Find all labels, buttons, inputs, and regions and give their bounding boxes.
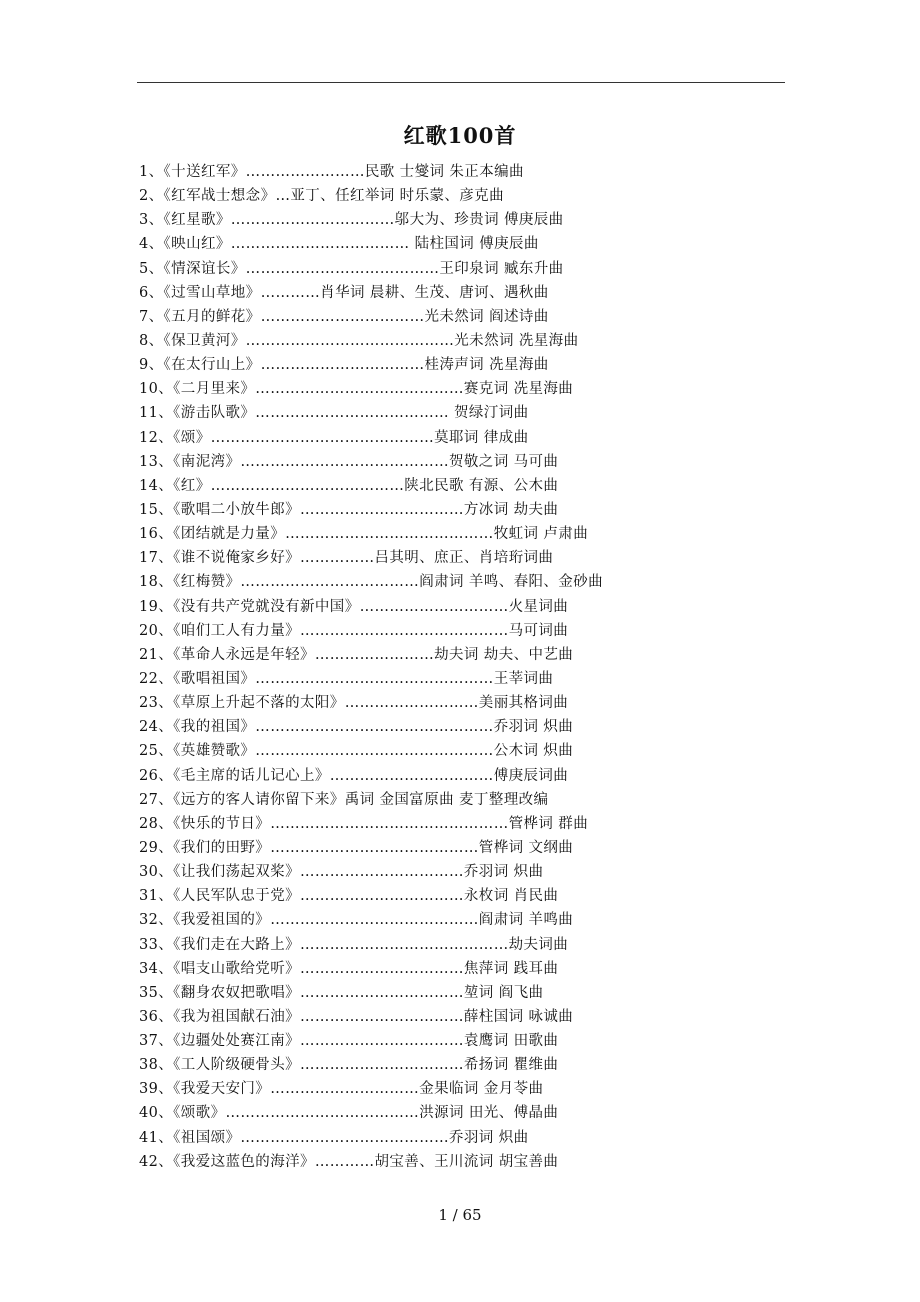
- song-entry: 8、《保卫黄河》……………………………………光未然词 冼星海曲: [139, 332, 579, 349]
- song-list: [139, 160, 839, 1174]
- song-entry: 29、《我们的田野》……………………………………管桦词 文纲曲: [139, 839, 574, 856]
- song-entry: 2、《红军战士想念》…亚丁、任红举词 时乐蒙、彦克曲: [139, 188, 504, 205]
- song-entry: 19、《没有共产党就没有新中国》…………………………火星词曲: [139, 598, 569, 615]
- song-entry: 7、《五月的鲜花》……………………………光未然词 阎述诗曲: [139, 308, 549, 325]
- song-entry: 25、《英雄赞歌》…………………………………………公木词 炽曲: [139, 743, 574, 760]
- song-entry: 3、《红星歌》……………………………邬大为、珍贵词 傅庚辰曲: [139, 212, 564, 229]
- song-entry: 39、《我爱天安门》…………………………金果临词 金月苓曲: [139, 1081, 544, 1098]
- song-entry: 18、《红梅赞》………………………………阎肃词 羊鸣、春阳、金砂曲: [139, 574, 604, 591]
- song-entry: 17、《谁不说俺家乡好》……………吕其明、庶正、肖培珩词曲: [139, 550, 554, 567]
- header-rule: [137, 82, 785, 83]
- song-entry: 11、《游击队歌》………………………………… 贺绿汀词曲: [139, 405, 529, 422]
- document-title: 红歌100首: [403, 123, 517, 148]
- song-entry: 5、《情深谊长》…………………………………王印泉词 臧东升曲: [139, 260, 564, 277]
- song-entry: 22、《歌唱祖国》…………………………………………王莘词曲: [139, 670, 554, 687]
- song-entry: 13、《南泥湾》……………………………………贺敬之词 马可曲: [139, 453, 559, 470]
- song-entry: 40、《颂歌》…………………………………洪源词 田光、傅晶曲: [139, 1105, 559, 1122]
- song-entry: 27、《远方的客人请你留下来》禹词 金国富原曲 麦丁整理改编: [139, 791, 549, 808]
- song-entry: 36、《我为祖国献石油》……………………………薛柱国词 咏诚曲: [139, 1008, 574, 1025]
- song-entry: 14、《红》…………………………………陕北民歌 有源、公木曲: [139, 477, 559, 494]
- song-entry: 16、《团结就是力量》……………………………………牧虹词 卢肃曲: [139, 526, 589, 543]
- song-entry: 1、《十送红军》……………………民歌 士燮词 朱正本编曲: [139, 164, 524, 180]
- song-entry: 10、《二月里来》……………………………………赛克词 冼星海曲: [139, 381, 574, 398]
- song-entry: 20、《咱们工人有力量》……………………………………马可词曲: [139, 622, 569, 639]
- song-entry: 28、《快乐的节日》…………………………………………管桦词 群曲: [139, 815, 589, 832]
- song-entry: 42、《我爱这蓝色的海洋》…………胡宝善、王川流词 胡宝善曲: [139, 1153, 559, 1170]
- song-entry: 32、《我爱祖国的》……………………………………阎肃词 羊鸣曲: [139, 912, 574, 929]
- song-entry: 38、《工人阶级硬骨头》……………………………希扬词 瞿维曲: [139, 1057, 559, 1074]
- page-number: 1 / 65: [438, 1206, 482, 1224]
- song-entry: 33、《我们走在大路上》……………………………………劫夫词曲: [139, 936, 569, 953]
- song-entry: 12、《颂》………………………………………莫耶词 律成曲: [139, 429, 529, 446]
- song-entry: 9、《在太行山上》……………………………桂涛声词 冼星海曲: [139, 357, 549, 374]
- song-entry: 30、《让我们荡起双桨》……………………………乔羽词 炽曲: [139, 864, 544, 881]
- song-entry: 6、《过雪山草地》…………肖华词 晨耕、生茂、唐诃、遇秋曲: [139, 284, 549, 301]
- song-entry: 23、《草原上升起不落的太阳》………………………美丽其格词曲: [139, 695, 569, 712]
- song-entry: 21、《革命人永远是年轻》……………………劫夫词 劫夫、中艺曲: [139, 646, 574, 663]
- song-entry: 31、《人民军队忠于党》……………………………永枚词 肖民曲: [139, 888, 559, 905]
- song-entry: 34、《唱支山歌给党听》……………………………焦萍词 践耳曲: [139, 960, 559, 977]
- song-entry: 26、《毛主席的话儿记心上》……………………………傅庚辰词曲: [139, 767, 569, 784]
- song-entry: 41、《祖国颂》……………………………………乔羽词 炽曲: [139, 1129, 529, 1146]
- song-entry: 37、《边疆处处赛江南》……………………………袁鹰词 田歌曲: [139, 1033, 559, 1050]
- song-entry: 15、《歌唱二小放牛郎》……………………………方冰词 劫夫曲: [139, 501, 559, 518]
- song-entry: 4、《映山红》……………………………… 陆柱国词 傅庚辰曲: [139, 236, 539, 253]
- song-entry: 24、《我的祖国》…………………………………………乔羽词 炽曲: [139, 719, 574, 736]
- song-entry: 35、《翻身农奴把歌唱》……………………………堃词 阎飞曲: [139, 984, 544, 1001]
